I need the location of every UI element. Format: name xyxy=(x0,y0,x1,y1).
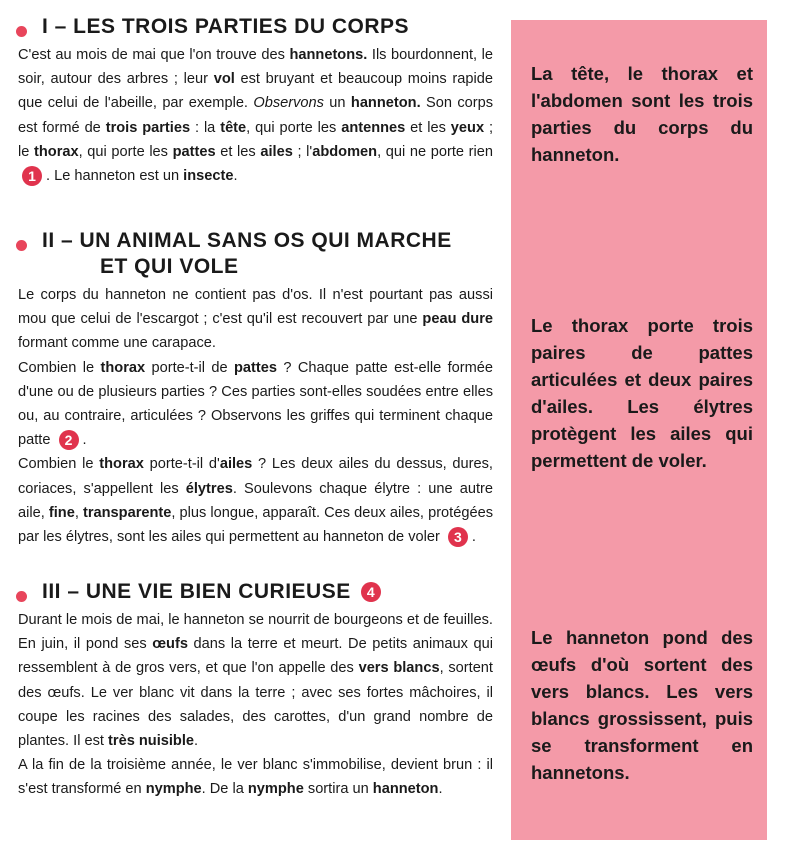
summary-2: Le thorax porte trois paires de pattes articulées et deux paires d'ailes. Les élytres protègent les ailes qui permettent de voler. xyxy=(531,315,753,471)
text-run: A la fin de la troisième année, le ver blanc s'immobilise, devient brun : il s'est transformé en xyxy=(18,757,493,798)
text-run: : la xyxy=(190,119,221,136)
bullet-icon xyxy=(16,26,27,37)
text-run: , plus longue, apparaît. Ces deux ailes, protégées par les élytres, sont les ailes qui permettent au hanneton de voler xyxy=(18,504,493,546)
bold-term: vers blancs xyxy=(358,660,440,677)
text-run: C'est au mois de mai que l'on trouve des xyxy=(18,47,290,63)
text-run: sortira un xyxy=(303,781,373,798)
figure-number-badge: 2 xyxy=(59,430,79,450)
text-run: ; le xyxy=(18,119,494,160)
section-2-title: II – UN ANIMAL SANS OS QUI MARCHE ET QUI VOLE xyxy=(18,228,493,280)
text-run: ? Les deux ailes du dessus, dures, coriaces, s'appellent les xyxy=(18,456,493,497)
text-run: dans la terre et meurt. De petits animaux qui ressemblent à de gros vers, et que l'on appelle des xyxy=(18,636,493,677)
text-run: Son corps est formé de xyxy=(18,95,494,136)
paragraph xyxy=(18,283,493,356)
text-run: , qui porte les xyxy=(246,119,342,136)
text-run: porte-t-il d' xyxy=(143,456,220,473)
bold-term: peau dure xyxy=(422,311,493,328)
bold-term: yeux xyxy=(450,119,485,136)
section-2 xyxy=(18,228,493,549)
bold-term: pattes xyxy=(234,359,277,376)
section-1 xyxy=(18,14,493,188)
text-run: . xyxy=(233,168,238,185)
text-run: , xyxy=(74,504,83,521)
bold-term: très nuisible xyxy=(108,733,195,750)
bold-term: hannetons. xyxy=(289,47,368,63)
text-run: porte-t-il de xyxy=(145,359,234,376)
bold-term: œufs xyxy=(152,636,188,653)
section-3-body xyxy=(18,608,493,802)
bold-term: antennes xyxy=(341,119,406,136)
text-run: Le corps du hanneton ne contient pas d'os. Il n'est pourtant pas aussi mou que celui de l'escargot ; c'est qu'il est recouvert par une xyxy=(18,287,493,328)
bold-term: élytres xyxy=(185,480,233,497)
bold-term: ailes xyxy=(219,456,253,473)
paragraph xyxy=(18,452,493,549)
paragraph xyxy=(18,753,493,801)
text-run: un xyxy=(323,95,351,112)
bold-term: insecte xyxy=(183,168,234,185)
summary-3: Le hanneton pond des œufs d'où sortent des vers blancs. Les vers blancs grossissent, puis se transforment en hannetons. xyxy=(531,627,753,783)
text-run: . Le hanneton est un xyxy=(46,168,184,185)
bold-term: nymphe xyxy=(247,781,304,798)
text-run: formant comme une carapace. xyxy=(18,335,216,352)
text-run: . xyxy=(82,432,87,449)
bold-term: tête xyxy=(220,119,247,136)
bold-term: thorax xyxy=(34,143,79,160)
text-run: . De la xyxy=(201,781,248,798)
text-run: ? Chaque patte est-elle formée d'une ou de plusieurs parties ? Ces parties sont-elles soudées entre elles ou, au contraire, articulées ? Observons les griffes qui terminent chaque patte xyxy=(18,359,494,449)
text-run: . xyxy=(438,781,443,798)
bold-term: trois parties xyxy=(105,119,191,136)
text-run: Ils bourdonnent, le soir, autour des arbres ; leur xyxy=(18,47,494,88)
bold-term: pattes xyxy=(172,143,216,160)
bold-term: hanneton. xyxy=(350,95,421,112)
bold-term: abdomen xyxy=(312,143,378,160)
bold-term: hanneton xyxy=(372,781,439,798)
text-run: et les xyxy=(215,143,261,160)
figure-number-badge: 1 xyxy=(22,166,42,186)
text-run: ; l' xyxy=(292,143,313,160)
bold-term: transparente xyxy=(82,504,172,521)
text-run: , sortent des œufs. Le ver blanc vit dans la terre ; avec ses fortes mâchoires, il coupe les racines des salades, des carottes, d'un grand nombre de plantes. Il est xyxy=(18,660,493,750)
section-1-title: I – LES TROIS PARTIES DU CORPS xyxy=(18,14,493,40)
figure-number-badge: 3 xyxy=(448,527,468,547)
bold-term: vol xyxy=(213,71,235,88)
paragraph xyxy=(18,356,493,453)
text-run: Durant le mois de mai, le hanneton se nourrit de bourgeons et de feuilles. En juin, il pond ses xyxy=(18,612,493,653)
bullet-icon xyxy=(16,591,27,602)
text-run: . xyxy=(471,529,476,546)
paragraph xyxy=(18,608,493,753)
section-2-body xyxy=(18,283,493,549)
bold-term: nymphe xyxy=(145,781,202,798)
summary-1: La tête, le thorax et l'abdomen sont les trois parties du corps du hanneton. xyxy=(531,63,753,165)
bullet-icon xyxy=(16,240,27,251)
bold-term: thorax xyxy=(100,359,146,376)
text-run: , qui porte les xyxy=(78,143,173,160)
text-run: . xyxy=(194,733,199,750)
text-run: est bruyant et beaucoup moins rapide que celui de l'abeille, par exemple. xyxy=(18,71,493,112)
section-3-title: III – UNE VIE BIEN CURIEUSE 4 xyxy=(18,579,493,605)
bold-term: thorax xyxy=(99,456,144,473)
bold-term: fine xyxy=(48,504,75,521)
text-run: Combien le xyxy=(18,456,100,473)
text-run: . Soulevons chaque élytre : une autre aile, xyxy=(18,480,493,521)
paragraph xyxy=(18,43,493,188)
text-run: Combien le xyxy=(18,359,101,376)
section-1-body xyxy=(18,43,493,188)
figure-number-badge: 4 xyxy=(361,582,381,602)
text-run: , qui ne porte rien xyxy=(377,143,493,160)
summary-sidebar xyxy=(511,20,767,840)
section-3 xyxy=(18,579,493,802)
text-run: et les xyxy=(405,119,451,136)
italic-text: Observons xyxy=(253,95,324,112)
bold-term: ailes xyxy=(260,143,293,160)
